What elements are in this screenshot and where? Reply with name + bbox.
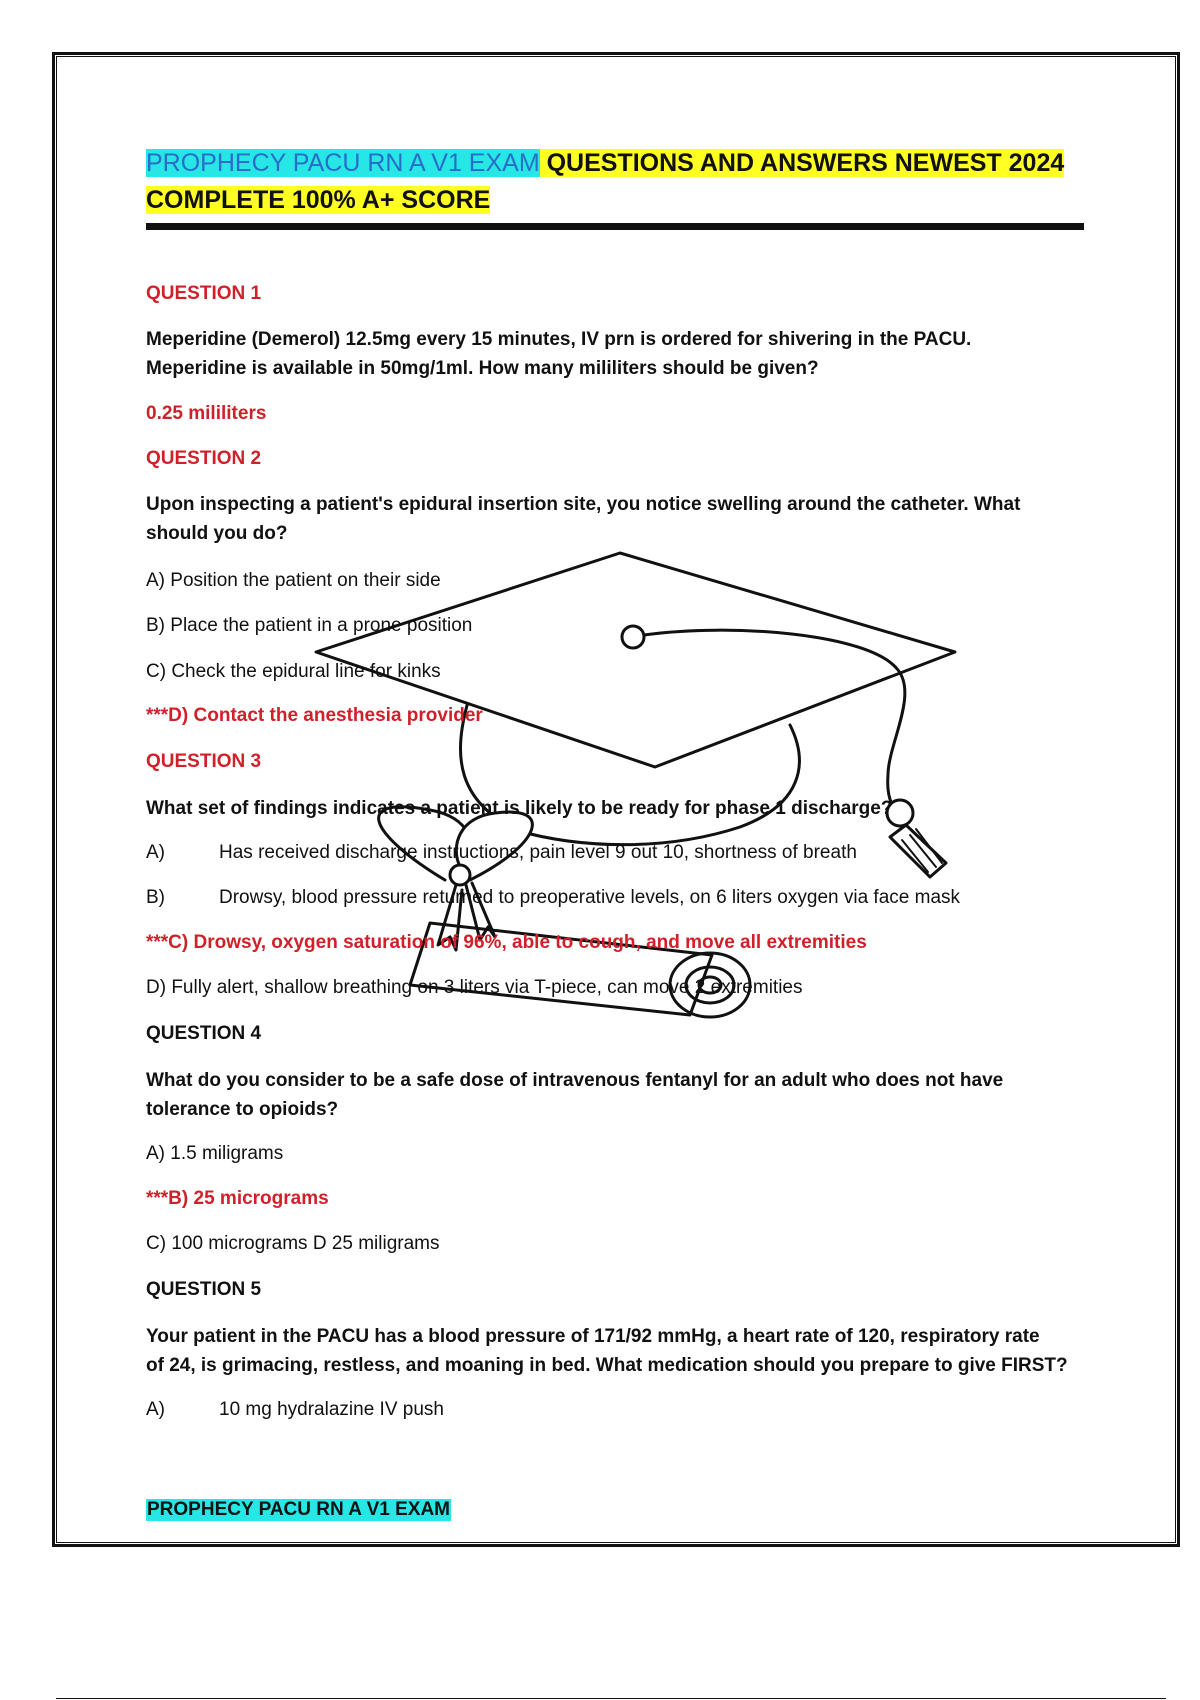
question-4-stem xyxy=(146,1066,1086,1124)
question-3-option-b-letter: B) xyxy=(146,887,165,908)
question-3-answer: ***C) Drowsy, oxygen saturation of 96%, able to cough, and move all extremities xyxy=(146,932,867,953)
page-footer-label: PROPHECY PACU RN A V1 EXAM xyxy=(147,1499,450,1520)
title-line2-text: COMPLETE 100% A+ SCORE xyxy=(146,186,491,214)
question-1-answer: 0.25 mililiters xyxy=(146,403,267,424)
question-2-label: QUESTION 2 xyxy=(146,448,262,469)
question-4-stem-line2: tolerance to opioids? xyxy=(146,1099,339,1120)
question-4-option-c: C) 100 micrograms D 25 miligrams xyxy=(146,1233,440,1254)
question-1-stem-line1: Meperidine (Demerol) 12.5mg every 15 minutes, IV prn is ordered for shivering in the PACU. xyxy=(146,329,972,350)
bottom-divider xyxy=(56,1698,1166,1699)
question-3-option-a-letter: A) xyxy=(146,842,165,863)
question-5-option-a-text: 10 mg hydralazine IV push xyxy=(219,1399,444,1420)
question-2-stem-line1: Upon inspecting a patient's epidural insertion site, you notice swelling around the catheter. What xyxy=(146,494,1021,515)
question-3-label: QUESTION 3 xyxy=(146,751,262,772)
question-1-stem xyxy=(146,325,1086,383)
question-3-option-b-text: Drowsy, blood pressure returned to preoperative levels, on 6 liters oxygen via face mask xyxy=(219,887,961,908)
question-3-stem xyxy=(146,794,1086,823)
question-4-stem-line1: What do you consider to be a safe dose of intravenous fentanyl for an adult who does not have xyxy=(146,1070,1004,1091)
question-5-stem xyxy=(146,1322,1086,1380)
title-highlight-yellow: QUESTIONS AND ANSWERS NEWEST 2024 xyxy=(539,149,1065,177)
title-highlight-cyan: PROPHECY PACU RN A V1 EXAM xyxy=(146,149,540,177)
question-2-option-c: C) Check the epidural line for kinks xyxy=(146,661,441,682)
question-5-label: QUESTION 5 xyxy=(146,1279,262,1300)
document-title-line2 xyxy=(146,183,490,217)
question-5-stem-line2: of 24, is grimacing, restless, and moaning in bed. What medication should you prepare to give FIRST? xyxy=(146,1355,1068,1376)
question-2-stem-line2: should you do? xyxy=(146,523,288,544)
question-4-option-a: A) 1.5 miligrams xyxy=(146,1143,284,1164)
question-2-answer: ***D) Contact the anesthesia provider xyxy=(146,705,483,726)
question-3-option-d: D) Fully alert, shallow breathing on 3 liters via T-piece, can move 2 extremities xyxy=(146,977,803,998)
question-2-option-a: A) Position the patient on their side xyxy=(146,570,441,591)
question-4-answer: ***B) 25 micrograms xyxy=(146,1188,329,1209)
question-5-stem-line1: Your patient in the PACU has a blood pressure of 171/92 mmHg, a heart rate of 120, respiratory rate xyxy=(146,1326,1040,1347)
title-rule xyxy=(146,223,1084,230)
question-1-stem-line2: Meperidine is available in 50mg/1ml. How many mililiters should be given? xyxy=(146,358,819,379)
question-3-option-a-text: Has received discharge instructions, pain level 9 out 10, shortness of breath xyxy=(219,842,857,863)
question-5-option-a-letter: A) xyxy=(146,1399,165,1420)
question-2-option-b: B) Place the patient in a prone position xyxy=(146,615,473,636)
question-1-label: QUESTION 1 xyxy=(146,283,262,304)
question-3-stem-line1: What set of findings indicates a patient is likely to be ready for phase 1 discharge? xyxy=(146,798,893,819)
question-4-label: QUESTION 4 xyxy=(146,1023,262,1044)
document-title xyxy=(146,146,1064,180)
question-2-stem xyxy=(146,490,1086,548)
